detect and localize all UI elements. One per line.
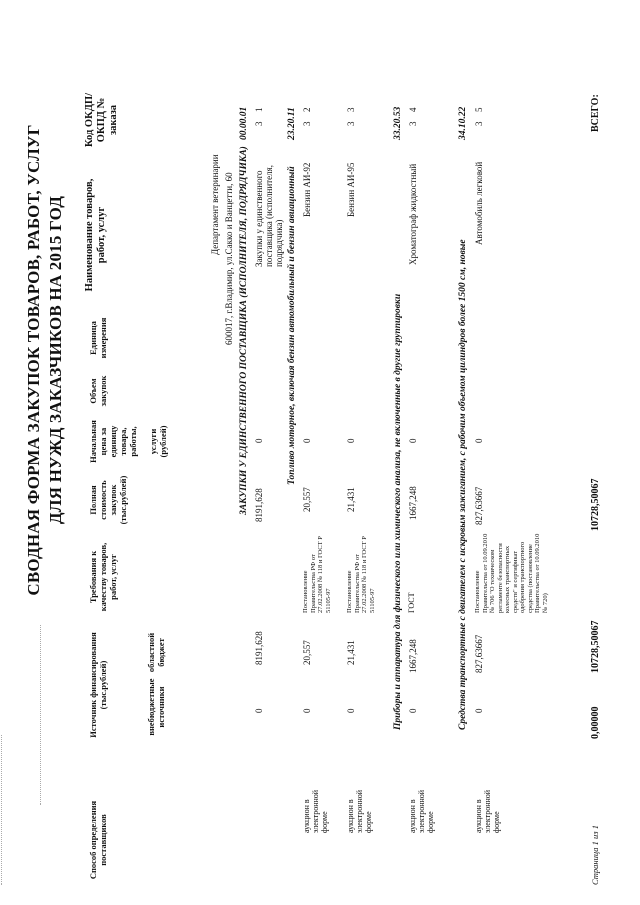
column-header-unit: Единица измерения (88, 317, 108, 359)
item-finance-regional: 20,557 (302, 640, 312, 665)
total-finance-regional: 10728,50067 (590, 620, 601, 673)
column-header-price: Начальная цена за единицу товара, работы, (88, 420, 138, 463)
column-header-requirements: Требования к качеству товаров, работ, услуг (88, 542, 118, 612)
item-requirements: Постановление Правительства РФ от 27.02.2008 № 118 и ГОСТ Р 51105-97 (302, 536, 332, 613)
scan-artifact-line (1, 735, 2, 885)
scan-artifact-line (40, 625, 41, 805)
customer-address: 600017, г.Владимир, ул.Сакко и Ванцетти, 60 (224, 172, 234, 345)
item-finance-extra: 0 (474, 708, 484, 713)
column-header-method: Способ определения поставщиков (88, 800, 108, 880)
row-number: 1 (254, 107, 264, 112)
item-name: Автомобиль легковой (474, 161, 484, 245)
item-requirements: ГОСТ (407, 592, 416, 613)
item-finance-regional: 1667,248 (408, 639, 418, 673)
item-total: 1667,248 (408, 486, 418, 520)
item-total: 20,557 (302, 487, 312, 512)
item-finance-regional: 21,431 (346, 640, 356, 665)
item-price: 0 (474, 438, 484, 443)
item-price: 0 (408, 438, 418, 443)
item-total: 21,431 (346, 487, 356, 512)
item-price: 0 (254, 438, 264, 443)
item-name: Хроматограф жидкостный (408, 163, 418, 265)
row-number: 3 (474, 121, 484, 126)
group-code: 33.20.53 (393, 106, 403, 140)
item-name: Закупки у единственного поставщика (исполнителя, подрядчика) (254, 165, 284, 267)
column-header-price-sub: услуги (рублей) (148, 425, 168, 458)
group-code: 34.10.22 (458, 106, 468, 140)
item-finance-extra: 0 (302, 708, 312, 713)
item-total: 8191,628 (254, 488, 264, 522)
row-number: 5 (474, 107, 484, 112)
group-title: Средства транспортные с двигателем с искровым зажиганием, с рабочим объемом цилиндров более 1500 см, новые (458, 239, 468, 730)
item-method: аукцион в электронной форме (408, 789, 435, 833)
item-name: Бензин АИ-92 (302, 162, 312, 217)
page-number: Страница 1 из 1 (590, 825, 600, 885)
row-number: 3 (302, 121, 312, 126)
column-header-volume: Объем закупок (88, 375, 108, 407)
item-method: аукцион в электронной форме (474, 789, 501, 833)
group-title: ЗАКУПКИ У ЕДИНСТВЕННОГО ПОСТАВЩИКА (ИСПОЛНИТЕЛЯ, ПОДРЯДЧИКА) (239, 146, 249, 515)
item-finance-regional: 827,63667 (474, 634, 484, 673)
row-number: 2 (302, 107, 312, 112)
column-header-finance-regional: областной бюджет (146, 632, 166, 673)
item-requirements: Постановление Правительства РФ от 27.02.2008 № 118 и ГОСТ Р 51105-97 (346, 536, 376, 613)
group-code: 23.20.11 (287, 107, 297, 140)
group-title: Приборы и аппаратура для физического или химического анализа, не включенные в другие группировки (393, 293, 403, 730)
item-finance-extra: 0 (254, 708, 264, 713)
item-method: аукцион в электронной форме (302, 789, 329, 833)
item-name: Бензин АИ-95 (346, 162, 356, 217)
row-number: 3 (408, 121, 418, 126)
row-number: 3 (254, 121, 264, 126)
column-header-finance-extra: внебюджетные источники (146, 678, 166, 736)
row-number: 4 (408, 107, 418, 112)
total-finance-extra: 0,00000 (590, 706, 601, 739)
group-code: 00.00.01 (239, 106, 249, 140)
column-header-total: Полная стоимость закупок (тыс.рублей) (88, 475, 128, 525)
customer-department: Департамент ветеринарии (210, 154, 220, 255)
document-title-line-1: СВОДНАЯ ФОРМА ЗАКУПОК ТОВАРОВ, РАБОТ, УСЛУГ (24, 124, 43, 596)
item-total: 827,63667 (474, 486, 484, 525)
total-label: ВСЕГО: (590, 94, 601, 132)
item-price: 0 (302, 438, 312, 443)
item-method: аукцион в электронной форме (346, 789, 373, 833)
row-number: 3 (346, 121, 356, 126)
item-finance-extra: 0 (346, 708, 356, 713)
group-title: Топливо моторное, включая бензин автомобильный и бензин авиационный (287, 166, 297, 485)
item-finance-extra: 0 (408, 708, 418, 713)
column-header-code: Код ОКДП/ ОКПД № заказа (84, 92, 119, 148)
total-amount: 10728,50067 (590, 478, 601, 531)
column-header-finance: Источник финансирования (тыс.рублей) (88, 632, 108, 738)
item-requirements: Постановление Правительства от 10.09.2010 № 706 "О техническом регламенте безопасности колесных транспортных средств" и сертификат одобрения транспортного средства (постановление Правительства от 10.09.2010 № 720) (474, 533, 549, 613)
item-price: 0 (346, 438, 356, 443)
document-title-line-2: ДЛЯ НУЖД ЗАКАЗЧИКОВ НА 2015 ГОД (46, 195, 65, 525)
item-finance-regional: 8191,628 (254, 631, 264, 665)
column-header-name: Наименование товаров, работ, услуг (84, 178, 107, 292)
row-number: 3 (346, 107, 356, 112)
